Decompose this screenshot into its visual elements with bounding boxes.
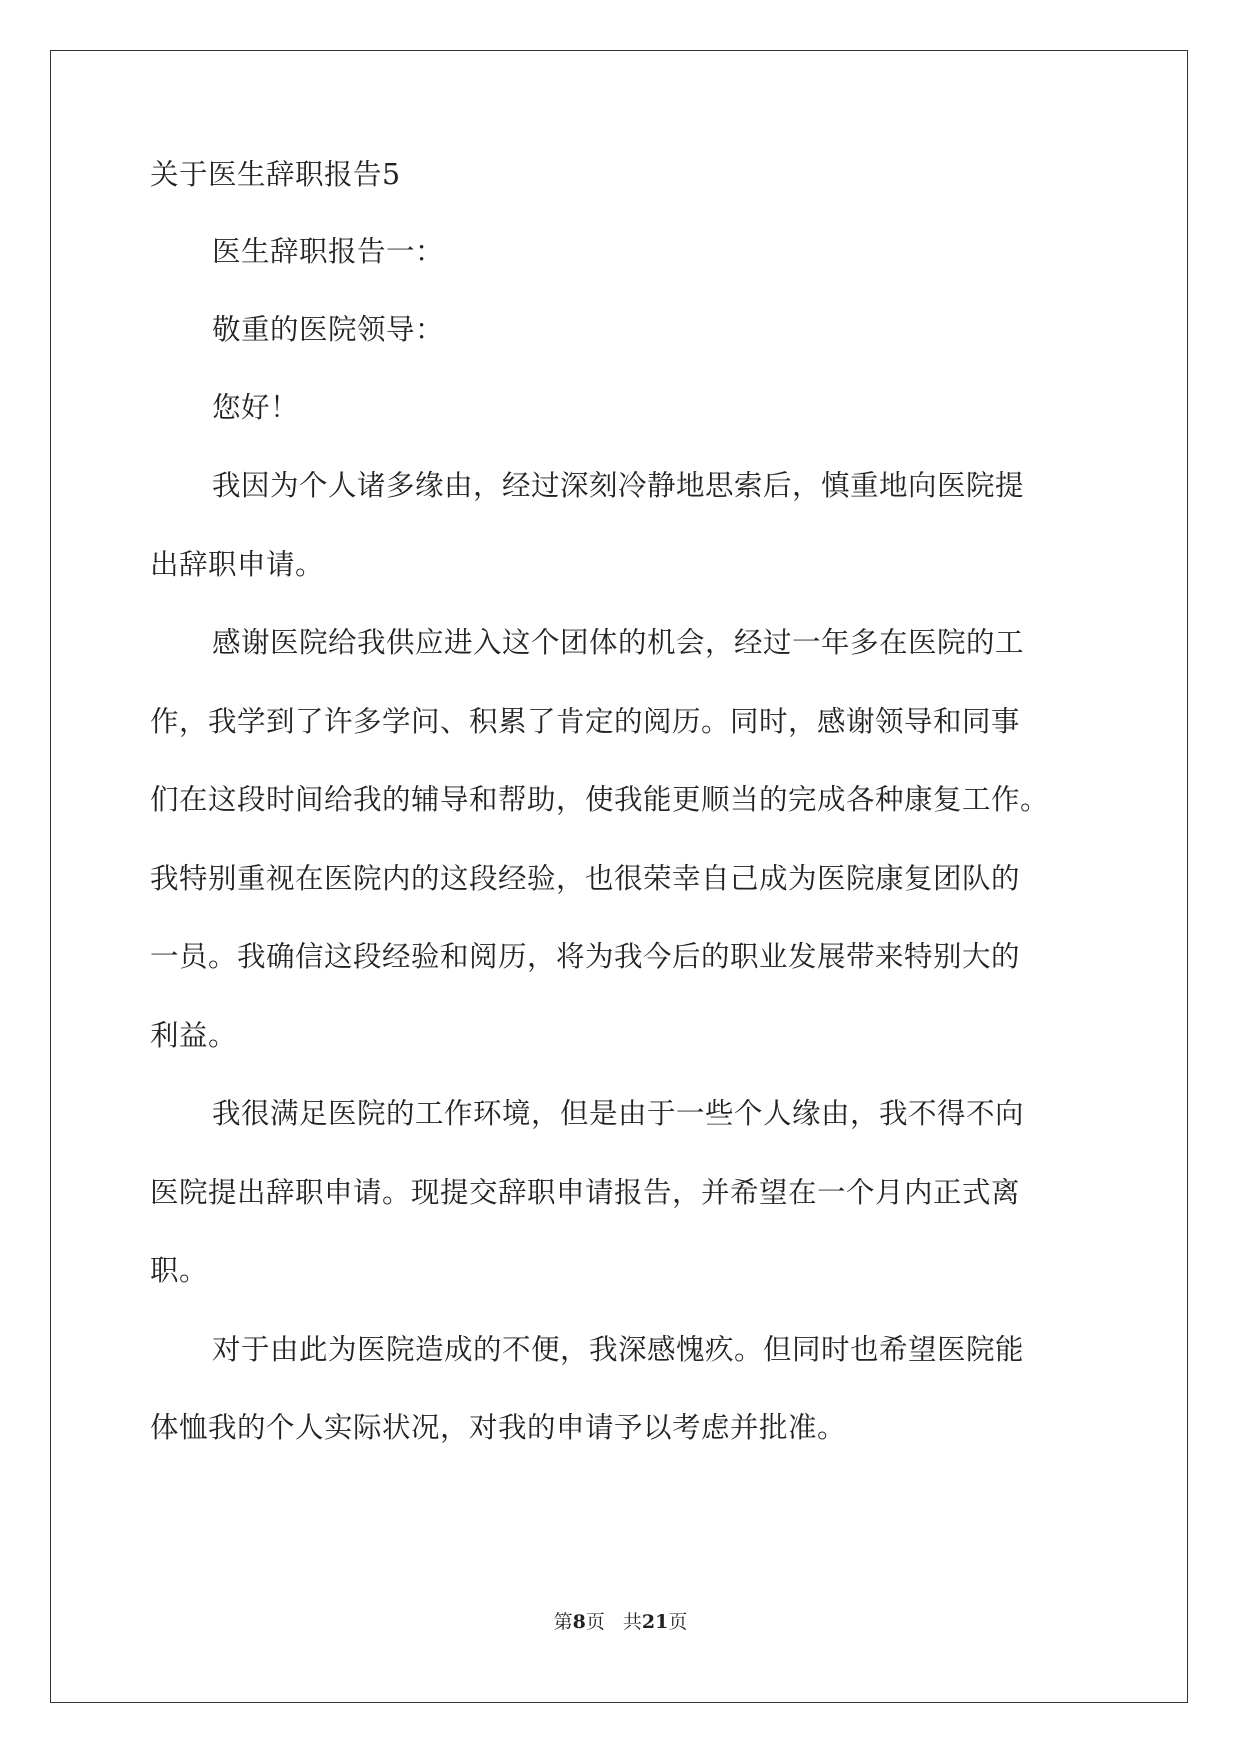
total-pages: 21: [641, 1611, 669, 1633]
paragraph-line: 我因为个人诸多缘由，经过深刻冷静地思索后，慎重地向医院提: [212, 469, 1025, 502]
paragraph-line: 医院提出辞职申请。现提交辞职申请报告，并希望在一个月内正式离: [150, 1176, 1021, 1209]
paragraph-line: 体恤我的个人实际状况，对我的申请予以考虑并批准。: [150, 1411, 847, 1444]
paragraph-line: 一员。我确信这段经验和阅历，将为我今后的职业发展带来特别大的: [150, 940, 1021, 973]
document-title: 关于医生辞职报告5: [150, 158, 401, 191]
paragraph-line: 对于由此为医院造成的不便，我深感愧疚。但同时也希望医院能: [212, 1333, 1025, 1366]
section-heading: 医生辞职报告一：: [212, 235, 445, 268]
page-prefix: 第: [553, 1611, 573, 1633]
salutation: 敬重的医院领导：: [212, 313, 445, 346]
page-suffix: 页: [585, 1611, 605, 1633]
page-footer: [0, 1610, 1241, 1634]
paragraph-line: 感谢医院给我供应进入这个团体的机会，经过一年多在医院的工: [212, 626, 1025, 659]
paragraph-line: 我很满足医院的工作环境，但是由于一些个人缘由，我不得不向: [212, 1097, 1025, 1130]
paragraph-line: 们在这段时间给我的辅导和帮助，使我能更顺当的完成各种康复工作。: [150, 783, 1050, 816]
paragraph-line: 出辞职申请。: [150, 548, 325, 581]
paragraph-line: 利益。: [150, 1019, 238, 1052]
total-suffix: 页: [668, 1611, 688, 1633]
greeting: 您好！: [212, 391, 300, 424]
page-number: 8: [572, 1611, 586, 1633]
total-prefix: 共: [622, 1611, 642, 1633]
paragraph-line: 我特别重视在医院内的这段经验，也很荣幸自己成为医院康复团队的: [150, 862, 1021, 895]
paragraph-line: 职。: [150, 1254, 209, 1287]
paragraph-line: 作，我学到了许多学问、积累了肯定的阅历。同时，感谢领导和同事: [150, 705, 1021, 738]
